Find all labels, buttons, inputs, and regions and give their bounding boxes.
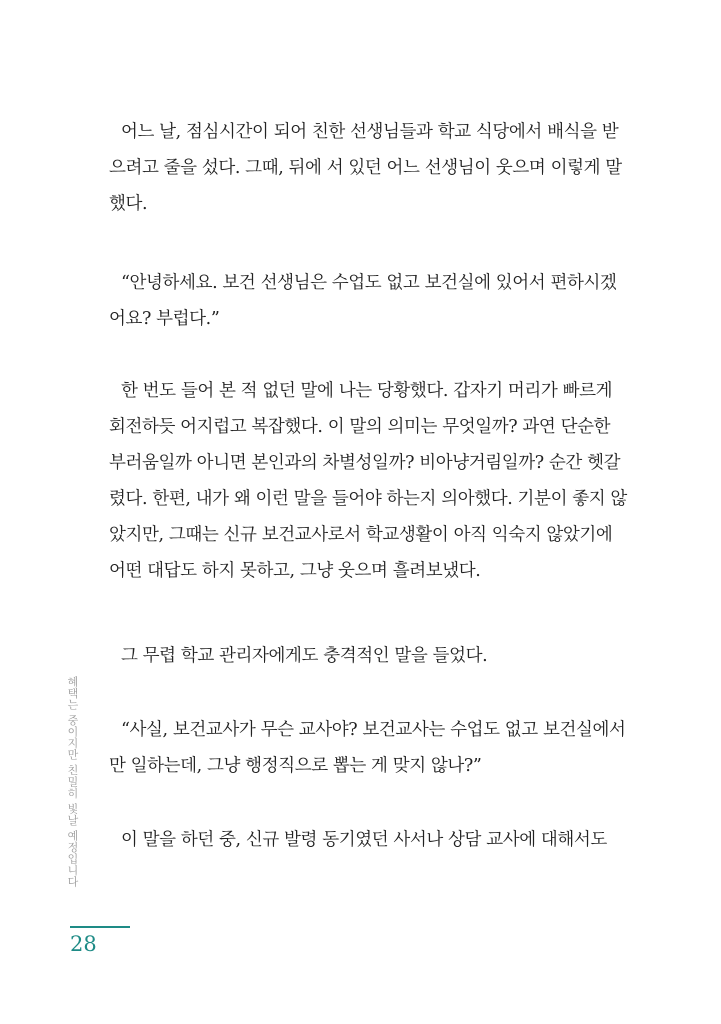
text-line: 한 번도 들어 본 적 없던 말에 나는 당황했다. 갑자기 머리가 빠르게 <box>121 381 613 401</box>
text-line: 어느 날, 점심시간이 되어 친한 선생님들과 학교 식당에서 배식을 받 <box>121 122 619 142</box>
text-line: 부러움일까 아니면 본인과의 차별성일까? 비아냥거림일까? 순간 헷갈 <box>109 453 621 473</box>
text-line: “사실, 보건교사가 무슨 교사야? 보건교사는 수업도 없고 보건실에서 <box>121 720 626 740</box>
text-line: “안녕하세요. 보건 선생님은 수업도 없고 보건실에 있어서 편하시겠 <box>121 273 617 293</box>
paragraph-6 <box>109 822 609 858</box>
page-number: 28 <box>70 932 97 956</box>
paragraph-3 <box>109 373 627 589</box>
text-line: 만 일하는데, 그냥 행정직으로 뽑는 게 맞지 않나?” <box>109 756 482 776</box>
page-number-rule <box>70 926 130 928</box>
text-line: 어떤 대답도 하지 못하고, 그냥 웃으며 흘려보냈다. <box>109 561 481 581</box>
text-line: 았지만, 그때는 신규 보건교사로서 학교생활이 아직 익숙지 않았기에 <box>109 525 613 545</box>
paragraph-1 <box>109 114 622 222</box>
text-line: 그 무렵 학교 관리자에게도 충격적인 말을 들었다. <box>121 646 488 666</box>
text-line: 으려고 줄을 섰다. 그때, 뒤에 서 있던 어느 선생님이 웃으며 이렇게 말 <box>109 158 622 178</box>
text-line: 회전하듯 어지럽고 복잡했다. 이 말의 의미는 무엇일까? 과연 단순한 <box>109 417 611 437</box>
text-line: 했다. <box>109 194 148 214</box>
paragraph-2 <box>109 265 617 337</box>
paragraph-4 <box>109 638 609 674</box>
running-title: 혜택는 중이지만 친밀히 빛날 예정입니다 <box>66 676 79 888</box>
text-line: 이 말을 하던 중, 신규 발령 동기였던 사서나 상담 교사에 대해서도 <box>121 830 607 850</box>
paragraph-5 <box>109 712 626 784</box>
text-line: 렸다. 한편, 내가 왜 이런 말을 들어야 하는지 의아했다. 기분이 좋지 않 <box>109 489 627 509</box>
text-line: 어요? 부럽다.” <box>109 309 220 329</box>
